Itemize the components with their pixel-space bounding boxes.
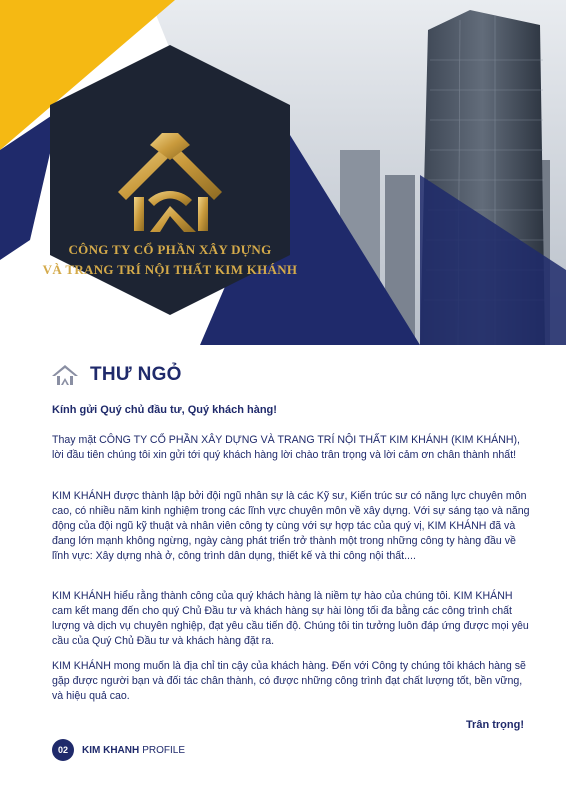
letter-paragraph-4: KIM KHÁNH mong muốn là địa chỉ tin cậy của khách hàng. Đến với Công ty chúng tôi khách hàng sẽ gặp được người bạn và đối tác chân thành, có được những công trình đạt chất lượng tốt, bền vững, và hiệu quả cao. [52, 660, 526, 702]
house-icon [52, 364, 78, 386]
company-name-line1: CÔNG TY CỔ PHẦN XÂY DỰNG [68, 242, 272, 257]
hero-banner [0, 0, 566, 345]
footer-brand: KIM KHANH [82, 744, 140, 756]
letter-greeting: Kính gửi Quý chủ đầu tư, Quý khách hàng! [52, 404, 277, 416]
letter-closing: Trân trọng! [465, 719, 524, 731]
section-title: THƯ NGỎ [90, 364, 182, 385]
page-number-badge: 02 [52, 739, 74, 761]
letter-paragraph-2: KIM KHÁNH được thành lập bởi đội ngũ nhân sự là các Kỹ sư, Kiến trúc sư có năng lực chuyên môn cao, có nhiều năm kinh nghiệm trong các lĩnh vực chuyên môn về xây dựng. Với sự sáng tạo và năng động của đội ngũ kỹ thuật và nhân viên công ty cùng với sự hợp tác của quý vị, KIM KHÁNH đã và đang lớn mạnh không ngừng, ngày càng phát triển trở thành một trong những công ty hàng đầu về lĩnh vực: Xây dựng nhà ở, công trình dân dụng, thiết kế và thi công nội thất.... [52, 490, 530, 562]
footer-subtitle: PROFILE [142, 744, 186, 756]
company-name-line2: VÀ TRANG TRÍ NỘI THẤT KIM KHÁNH [42, 262, 298, 277]
letter-paragraph-3: KIM KHÁNH hiểu rằng thành công của quý khách hàng là niềm tự hào của chúng tôi. KIM KHÁNH cam kết mang đến cho quý Chủ Đầu tư và khách hàng sự hài lòng tối đa bằng các công trình chất lượng và dịch vụ chuyên nghiệp, đạt yêu cầu tiến độ. Chúng tôi tin tưởng luôn đáp ứng được mọi yêu cầu của Quý Chủ Đầu tư và khách hàng đặt ra. [52, 590, 529, 647]
section-heading [52, 364, 182, 386]
letter-paragraph-1: Thay mặt CÔNG TY CỔ PHẦN XÂY DỰNG VÀ TRANG TRÍ NỘI THẤT KIM KHÁNH (KIM KHÁNH), lời đầu tiên chúng tôi xin gửi tới quý khách hàng lời chào trân trọng và lời cảm ơn chân thành nhất! [52, 434, 520, 461]
page-footer [52, 739, 185, 761]
hero-graphic [0, 0, 566, 345]
